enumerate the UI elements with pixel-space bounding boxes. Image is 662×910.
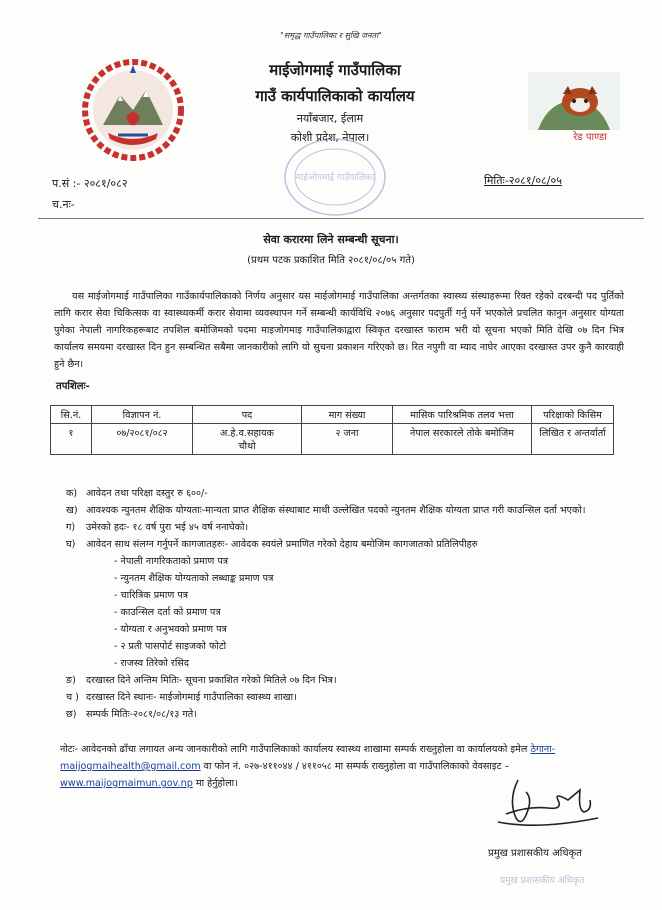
table-row [51, 424, 614, 455]
contact-note: नोटः- आवेदनको ढाँचा लगायत अन्य जानकारीको लागि गाउँपालिकाको कार्यालय स्वास्थ्य शाखामा सम्पर्क राख्नुहोला वा कार्यालयको इमेल ठेगाना- maijogmaihealth@gmail.com वा फोन नं. ०२७-४११०४४ / ४११०५८ मा सम्पर्क राख्नुहोला वा गाउँपालिकाको वेवसाइट – www.maijogmaimun.gov.np मा हेर्नुहोला। [60, 744, 556, 789]
notice-subtitle: (प्रथम पटक प्रकाशित मिति २०८१/०८/०५ गते) [247, 255, 415, 266]
list-item: क) आवेदन तथा परिक्षा दस्तुर रु ६००/- [66, 488, 208, 499]
column-header: माग संख्या [302, 406, 393, 424]
website-link[interactable]: www.maijogmaimun.gov.np [60, 778, 193, 789]
red-panda-logo-icon [528, 72, 620, 142]
header-divider [38, 218, 644, 219]
office-stamp [280, 135, 390, 220]
document-item: - राजस्व तिरेको रसिद [114, 658, 189, 669]
list-item: घ) आवेदन साथ संलग्न गर्नुपर्ने कागजातहरुः- आवेदक स्वयंले प्रमाणित गरेको देहाय बमोजिम कागजातको प्रतिलिपीहरु [66, 539, 478, 550]
vacancy-table [50, 405, 614, 455]
column-header: विज्ञापन नं. [92, 406, 193, 424]
document-item: - २ प्रती पासपोर्ट साइजको फोटो [114, 641, 227, 652]
stamp-text: माईजोगमाई गाउँपालिका [295, 173, 375, 183]
document-item: - योग्यता र अनुभवको प्रमाण पत्र [114, 624, 227, 635]
requirements-list [66, 485, 636, 723]
column-header: पद [193, 406, 302, 424]
red-panda-caption: रेड पाण्डा [573, 132, 607, 142]
faint-stamp-text: प्रमुख प्रशासकीय अधिकृत [500, 876, 585, 886]
document-item: - काउन्सिल दर्ता को प्रमाण पत्र [114, 607, 221, 618]
column-header: मासिक पारिश्रमिक तलव भत्ता [393, 406, 532, 424]
column-header: परिक्षाको किसिम [532, 406, 614, 424]
signatory-title: प्रमुख प्रशासकीय अधिकृत [488, 848, 582, 859]
list-item: ग) उमेरको हदः- १८ वर्ष पुरा भई ४५ वर्ष ननाघेको। [66, 522, 249, 533]
table-cell: अ.हे.व.सहायक चौथो [193, 424, 302, 455]
signature [488, 770, 608, 842]
email-link[interactable]: ठेगाना- maijogmaihealth@gmail.com [60, 744, 556, 772]
address-line2: कोशी प्रदेश, नेपाल। [290, 131, 370, 144]
notice-body: यस माईजोगमाई गाउँपालिका गाउँकार्यपालिकाको निर्णय अनुसार यस माईजोगमाई गाउँपालिका अन्तर्गतका स्वास्थ्य संस्थाहरूमा रिक्त रहेको दरबन्दी पद पुर्तिको लागि करार सेवा चिकित्सक वा स्वास्थ्यकर्मी करार सेवामा व्यवस्थापन गर्ने सम्बन्धी कार्यविधि २०७६ अनुसार पदपुर्ती गर्नु पर्ने भएकोले प्रचलित कानुन अनुसार योग्यता पुगेका नेपाली नागरिकहरूबाट तपशिल बमोजिमको पदमा माइजोगमाइ गाउँपालिकाद्वारा स्विकृत दरखास्त फाराम भरी यो सूचना भएको मिति देखि ०७ दिन भित्र कार्यालय समयमा दरखास्त दिन हुन सम्बन्धित सबैमा जानकारीको लागि यो सुचना प्रकाशन गरिएको छ। रित नपुगी वा म्याद नाघेर आएका दरखास्त उपर कुनै कारवाही हुने छैन। [54, 291, 624, 370]
list-item: च ) दरखास्त दिने स्थानः- माईजोगमाई गाउँपालिका स्वास्थ्य शाखा। [66, 692, 297, 703]
notice-title: सेवा करारमा लिने सम्बन्धी सूचना। [263, 233, 399, 246]
office-name: गाउँ कार्यपालिकाको कार्यालय [255, 87, 415, 105]
document-item: - चारित्रिक प्रमाण पत्र [114, 590, 189, 601]
table-cell: २ जना [302, 424, 393, 455]
table-header-row [51, 406, 614, 424]
document-item: - नेपाली नागरिकताको प्रमाण पत्र [114, 556, 229, 567]
list-item: छ) सम्पर्क मितिः-२०८१/०८/१३ गते। [66, 709, 197, 720]
column-header: सि.नं. [51, 406, 92, 424]
table-cell: ०७/२०८१/०८२ [92, 424, 193, 455]
details-label: तपशिलः- [56, 381, 90, 392]
org-name: माईजोगमाई गाउँपालिका [269, 61, 401, 79]
reference-number: प.सं :- २०८१/०८२ [52, 177, 128, 190]
list-item: ङ) दरखास्त दिने अन्तिम मितिः- सूचना प्रकाशित गरेको मितिले ०७ दिन भित्र। [66, 675, 337, 686]
address-line1: नयाँबजार, ईलाम [296, 112, 364, 125]
table-cell: लिखित र अन्तर्वार्ता [532, 424, 614, 455]
issue-date: मितिः-२०८१/०८/०५ [484, 174, 562, 187]
table-cell: नेपाल सरकारले तोके बमोजिम [393, 424, 532, 455]
list-item: ख) आवश्यक न्युनतम शैक्षिक योग्यताः-मान्यता प्राप्त शैक्षिक संस्थाबाट माथी उल्लेखित पदको न्युनतम शैक्षिक योग्यता प्राप्त गरी काउन्सिल दर्ता भएको। [66, 505, 586, 516]
dispatch-number: च.नः- [52, 198, 75, 211]
nepal-emblem-icon [78, 55, 188, 165]
document-item: - न्युनतम शैक्षिक योग्यताको लब्धाङ्क प्रमाण पत्र [114, 573, 274, 584]
motto: "समृद्ध गाउँपालिका र सुखि जनता" [280, 31, 382, 40]
table-cell: १ [51, 424, 92, 455]
